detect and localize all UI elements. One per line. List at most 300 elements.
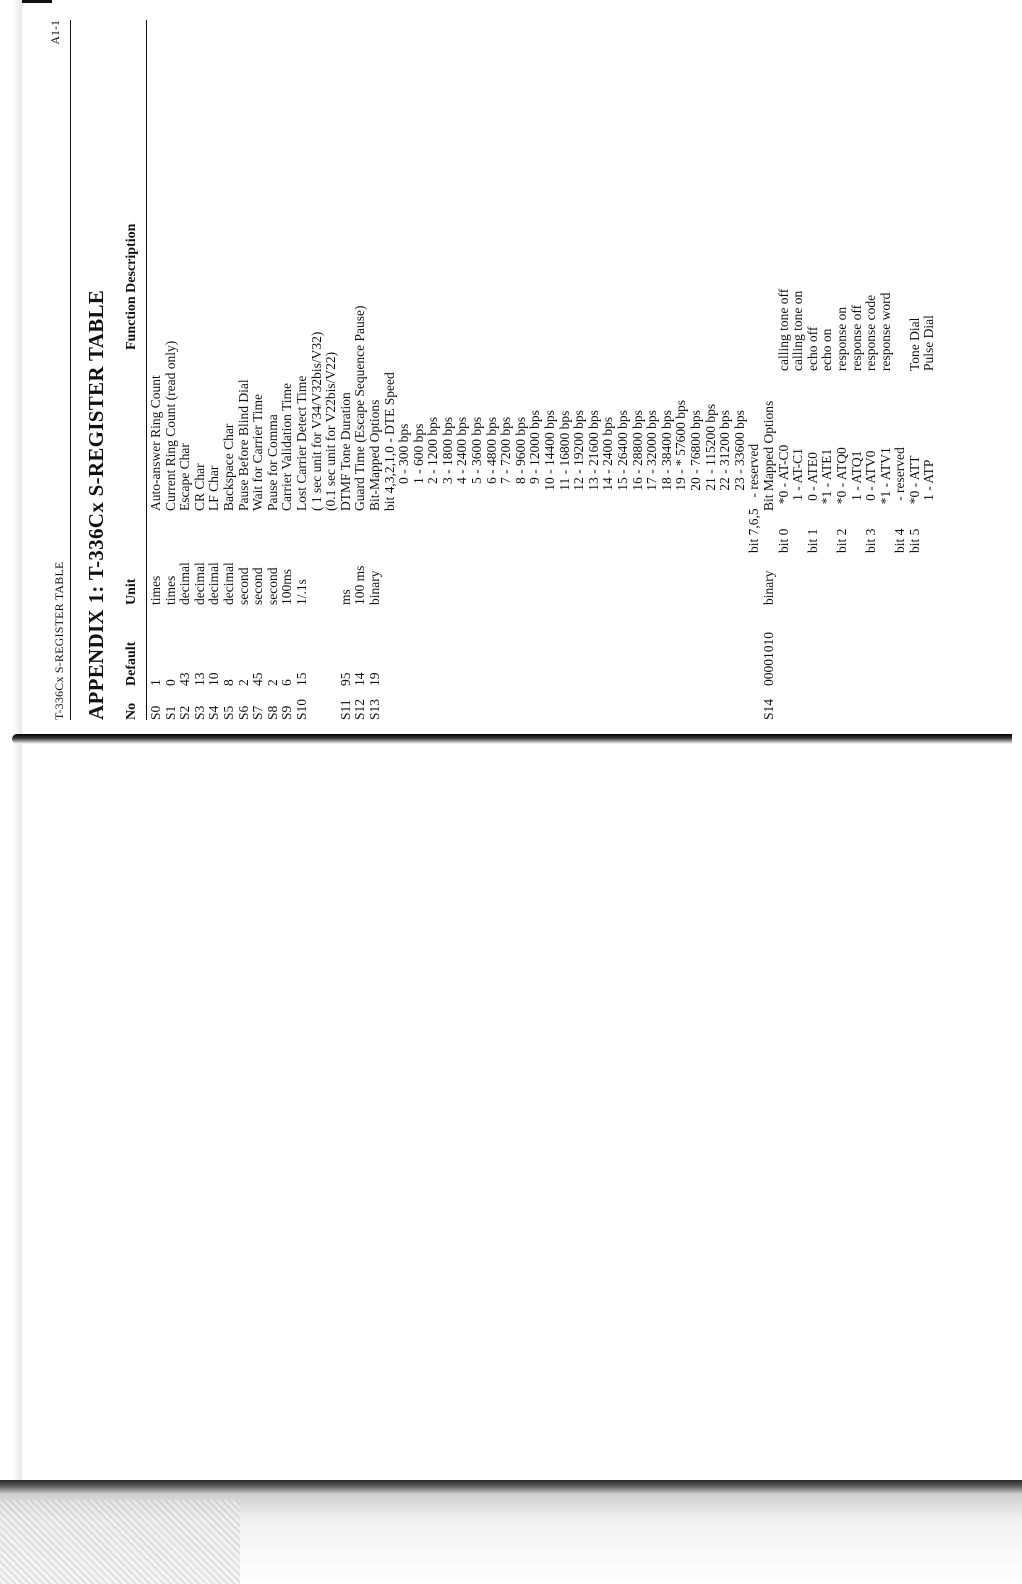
function-description: 0 - 300 bps xyxy=(396,423,412,511)
unit xyxy=(879,553,894,605)
table-row xyxy=(601,20,616,720)
unit: decimal xyxy=(220,562,236,605)
bit-label xyxy=(704,511,719,553)
register-number xyxy=(528,686,543,720)
table-row xyxy=(660,20,675,720)
table-row xyxy=(558,20,573,720)
default-value xyxy=(631,605,646,686)
function-description: 9 - 12000 bps xyxy=(527,410,543,511)
unit xyxy=(645,553,660,605)
function-description: *1 - ATE1 xyxy=(819,448,835,511)
table-row xyxy=(689,20,704,720)
description-note: response word xyxy=(877,292,893,371)
unit: decimal xyxy=(206,562,222,605)
bit-label xyxy=(149,511,164,553)
table-row xyxy=(587,20,602,720)
bit-label xyxy=(718,511,733,553)
default-value: 43 xyxy=(177,672,193,686)
default-value xyxy=(514,605,529,686)
register-number xyxy=(879,686,894,720)
unit xyxy=(660,553,675,605)
register-number: S9 xyxy=(279,705,295,720)
register-number: S8 xyxy=(264,705,280,720)
unit: decimal xyxy=(177,562,193,605)
table-row xyxy=(514,20,529,720)
function-description: 0 - ATE0 xyxy=(804,452,820,511)
function-description: 19 - * 57600 bps xyxy=(673,400,689,511)
description-note: calling tone off xyxy=(775,288,791,371)
description-note: echo off xyxy=(804,326,820,371)
default-value: 00001010 xyxy=(760,632,776,686)
register-number xyxy=(674,686,689,720)
table-row xyxy=(383,20,398,720)
function-description: LF Char xyxy=(206,465,222,511)
column-header-no: No xyxy=(124,702,139,720)
function-description: 17 - 32000 bps xyxy=(644,410,660,511)
function-description: *1 - ATV1 xyxy=(877,447,893,511)
function-description: 22 - 31200 bps xyxy=(717,410,733,511)
default-value xyxy=(806,605,821,686)
unit: decimal xyxy=(191,562,207,605)
function-description: 18 - 38400 bps xyxy=(658,410,674,511)
default-value xyxy=(908,605,923,686)
table-row xyxy=(864,20,879,720)
bit-label xyxy=(660,511,675,553)
unit xyxy=(558,553,573,605)
table-row xyxy=(426,20,441,720)
unit xyxy=(922,553,937,605)
register-number xyxy=(324,686,339,720)
function-description: DTMF Tone Duration xyxy=(337,392,353,511)
unit xyxy=(864,553,879,605)
default-value: 45 xyxy=(250,672,266,686)
default-value xyxy=(820,605,835,686)
unit xyxy=(674,553,689,605)
table-row xyxy=(339,20,354,720)
default-value: 6 xyxy=(279,679,295,686)
function-description: Carrier Validation Time xyxy=(279,383,295,511)
default-value xyxy=(777,605,792,686)
function-description: 21 - 115200 bps xyxy=(702,403,718,511)
register-number: S14 xyxy=(760,698,776,720)
table-row xyxy=(397,20,412,720)
register-number: S1 xyxy=(162,705,178,720)
unit xyxy=(704,553,719,605)
unit xyxy=(441,553,456,605)
bit-label xyxy=(397,511,412,553)
default-value xyxy=(660,605,675,686)
bit-label xyxy=(368,511,383,553)
bit-label xyxy=(412,511,427,553)
register-number xyxy=(733,686,748,720)
table-row xyxy=(922,20,937,720)
default-value xyxy=(879,605,894,686)
function-description: 10 - 14400 bps xyxy=(542,410,558,511)
register-number xyxy=(835,686,850,720)
register-number xyxy=(908,686,923,720)
bit-label xyxy=(353,511,368,553)
register-number: S7 xyxy=(250,705,266,720)
function-description: 14 - 2400 bps xyxy=(600,416,616,511)
unit: second xyxy=(235,567,251,605)
register-number xyxy=(543,686,558,720)
unit xyxy=(426,553,441,605)
function-description: 13 - 21600 bps xyxy=(585,410,601,511)
register-number xyxy=(470,686,485,720)
register-number xyxy=(820,686,835,720)
register-number xyxy=(572,686,587,720)
default-value xyxy=(674,605,689,686)
default-value xyxy=(397,605,412,686)
bit-label xyxy=(280,511,295,553)
bit-label xyxy=(922,511,937,553)
default-value xyxy=(864,605,879,686)
unit xyxy=(733,553,748,605)
unit xyxy=(455,553,470,605)
table-row xyxy=(207,20,222,720)
register-number xyxy=(631,686,646,720)
bit-label xyxy=(543,511,558,553)
default-value xyxy=(383,605,398,686)
function-description: 4 - 2400 bps xyxy=(454,416,470,511)
register-number xyxy=(645,686,660,720)
unit xyxy=(616,553,631,605)
table-row xyxy=(353,20,368,720)
table-row xyxy=(645,20,660,720)
default-value xyxy=(645,605,660,686)
table-row xyxy=(908,20,923,720)
table-row xyxy=(893,20,908,720)
default-value xyxy=(704,605,719,686)
description-note: calling tone on xyxy=(790,290,806,371)
register-number: S13 xyxy=(366,698,382,720)
unit xyxy=(485,553,500,605)
register-number xyxy=(558,686,573,720)
bit-label xyxy=(762,511,777,553)
function-description: Bit-Mapped Options xyxy=(366,399,382,511)
register-number xyxy=(850,686,865,720)
register-number xyxy=(499,686,514,720)
unit xyxy=(514,553,529,605)
function-description: 3 - 1800 bps xyxy=(439,416,455,511)
function-description: 6 - 4800 bps xyxy=(483,416,499,511)
function-description: Auto-answer Ring Count xyxy=(148,375,163,511)
table-row xyxy=(164,20,179,720)
description-note: response code xyxy=(863,294,879,371)
default-value xyxy=(310,605,325,686)
default-value xyxy=(485,605,500,686)
unit xyxy=(383,553,398,605)
function-description: 2 - 1200 bps xyxy=(425,416,441,511)
register-number xyxy=(485,686,500,720)
unit: ms xyxy=(337,589,353,605)
table-row xyxy=(850,20,865,720)
unit xyxy=(777,553,792,605)
register-number xyxy=(747,686,762,720)
table-row xyxy=(455,20,470,720)
function-description: CR Char xyxy=(191,463,207,511)
bit-label xyxy=(455,511,470,553)
unit xyxy=(528,553,543,605)
bit-label xyxy=(207,511,222,553)
register-number xyxy=(718,686,733,720)
bit-label xyxy=(485,511,500,553)
function-description: 0 - ATV0 xyxy=(863,450,879,511)
default-value xyxy=(616,605,631,686)
function-description: (0.1 sec unit for V22bis/V22) xyxy=(323,351,339,511)
register-number xyxy=(791,686,806,720)
unit xyxy=(572,553,587,605)
table-row xyxy=(820,20,835,720)
function-description: 15 - 26400 bps xyxy=(615,410,630,511)
register-number xyxy=(587,686,602,720)
register-number xyxy=(441,686,456,720)
register-number xyxy=(864,686,879,720)
bit-label xyxy=(879,511,894,553)
function-description: 16 - 28800 bps xyxy=(629,410,645,511)
register-number xyxy=(689,686,704,720)
unit: second xyxy=(250,567,266,605)
register-number xyxy=(777,686,792,720)
description-note: Pulse Dial xyxy=(921,315,937,371)
function-description: - reserved xyxy=(892,447,908,511)
running-head: T-336Cx S-REGISTER TABLE xyxy=(52,561,66,720)
bit-label xyxy=(324,511,339,553)
table-row xyxy=(791,20,806,720)
unit: binary xyxy=(760,570,776,605)
table-row xyxy=(178,20,193,720)
register-number: S11 xyxy=(337,699,353,720)
register-number: S0 xyxy=(148,705,163,720)
table-header-rule xyxy=(146,20,147,720)
default-value xyxy=(850,605,865,686)
bit-label: bit 5 xyxy=(906,528,922,553)
unit xyxy=(631,553,646,605)
table-row xyxy=(266,20,281,720)
function-description: 5 - 3600 bps xyxy=(469,416,485,511)
register-number xyxy=(616,686,631,720)
default-value: 0 xyxy=(162,679,178,686)
bit-label xyxy=(528,511,543,553)
default-value: 10 xyxy=(206,672,222,686)
function-description: 23 - 33600 bps xyxy=(731,410,747,511)
bit-label xyxy=(645,511,660,553)
unit xyxy=(718,553,733,605)
bit-label xyxy=(631,511,646,553)
function-description: Guard Time (Escape Sequence Pause) xyxy=(352,305,368,511)
register-number xyxy=(383,686,398,720)
default-value: 2 xyxy=(264,679,280,686)
function-description: Lost Carrier Detect Time xyxy=(293,375,309,511)
unit xyxy=(689,553,704,605)
column-header-unit: Unit xyxy=(124,578,139,605)
unit xyxy=(850,553,865,605)
unit: second xyxy=(264,567,280,605)
bit-label: bit 3 xyxy=(863,528,879,553)
bit-label xyxy=(470,511,485,553)
bit-label: bit 4 xyxy=(892,528,908,553)
register-number: S4 xyxy=(206,705,222,720)
table-row xyxy=(733,20,748,720)
register-number xyxy=(704,686,719,720)
table-row xyxy=(762,20,777,720)
default-value xyxy=(587,605,602,686)
default-value xyxy=(718,605,733,686)
unit xyxy=(412,553,427,605)
table-row xyxy=(485,20,500,720)
function-description: Wait for Carrier Time xyxy=(250,393,266,511)
page-number: A1-1 xyxy=(48,20,62,45)
bit-label xyxy=(689,511,704,553)
default-value: 13 xyxy=(191,672,207,686)
default-value: 8 xyxy=(220,679,236,686)
bit-label xyxy=(499,511,514,553)
function-description: ( 1 sec unit for V34/V32bis/V32) xyxy=(308,331,324,511)
unit xyxy=(893,553,908,605)
unit: times xyxy=(148,575,163,605)
default-value: 15 xyxy=(293,672,309,686)
column-header-function: Function Description xyxy=(124,223,139,350)
function-description: *0 - ATT xyxy=(906,455,922,511)
bit-label xyxy=(295,511,310,553)
register-number: S6 xyxy=(235,705,251,720)
default-value xyxy=(733,605,748,686)
table-row xyxy=(879,20,894,720)
bit-label xyxy=(426,511,441,553)
default-value xyxy=(922,605,937,686)
bit-label xyxy=(237,511,252,553)
unit xyxy=(791,553,806,605)
bit-label: bit 0 xyxy=(775,528,791,553)
register-number xyxy=(893,686,908,720)
register-number: S2 xyxy=(177,705,193,720)
unit: binary xyxy=(366,570,382,605)
function-description: *0 - ATQ0 xyxy=(833,447,849,511)
unit xyxy=(806,553,821,605)
table-row xyxy=(193,20,208,720)
scan-noise xyxy=(0,1500,240,1584)
default-value xyxy=(835,605,850,686)
unit xyxy=(543,553,558,605)
default-value xyxy=(470,605,485,686)
scan-page-edge xyxy=(0,0,22,1500)
bit-label: bit 2 xyxy=(833,528,849,553)
default-value: 19 xyxy=(366,672,382,686)
default-value xyxy=(572,605,587,686)
default-value xyxy=(893,605,908,686)
register-number xyxy=(455,686,470,720)
bit-label xyxy=(222,511,237,553)
default-value xyxy=(412,605,427,686)
function-description: 1 - ATQ1 xyxy=(848,450,864,511)
unit xyxy=(601,553,616,605)
table-row xyxy=(747,20,762,720)
table-row xyxy=(543,20,558,720)
default-value: 2 xyxy=(235,679,251,686)
function-description: Current Ring Count (read only) xyxy=(162,340,178,511)
default-value xyxy=(426,605,441,686)
unit: 100ms xyxy=(279,568,295,605)
unit xyxy=(324,553,339,605)
table-row xyxy=(499,20,514,720)
description-note: response on xyxy=(833,306,849,371)
unit xyxy=(820,553,835,605)
default-value xyxy=(543,605,558,686)
bit-label: bit 7,6,5 xyxy=(746,508,762,553)
unit: 100 ms xyxy=(352,565,368,605)
function-description: 1 - 600 bps xyxy=(410,423,426,511)
function-description: - reserved xyxy=(746,443,762,511)
register-number xyxy=(426,686,441,720)
function-description: Pause for Comma xyxy=(264,414,280,511)
description-note: Tone Dial xyxy=(906,317,922,371)
table-row xyxy=(806,20,821,720)
table-row xyxy=(310,20,325,720)
bit-label xyxy=(674,511,689,553)
register-number: S10 xyxy=(293,698,309,720)
function-description: 7 - 7200 bps xyxy=(498,416,514,511)
default-value: 1 xyxy=(148,679,163,686)
table-row xyxy=(222,20,237,720)
table-row xyxy=(149,20,164,720)
function-description: 8 - 9600 bps xyxy=(512,416,528,511)
table-row xyxy=(616,20,631,720)
register-number xyxy=(922,686,937,720)
table-row xyxy=(777,20,792,720)
unit xyxy=(397,553,412,605)
table-row xyxy=(631,20,646,720)
function-description: Pause Before Blind Dial xyxy=(235,379,251,511)
table-row xyxy=(572,20,587,720)
function-description: bit 4,3,2,1,0 - DTE Speed xyxy=(381,372,397,511)
function-description: 11 - 16800 bps xyxy=(556,410,572,511)
table-row xyxy=(280,20,295,720)
table-row xyxy=(412,20,427,720)
table-row xyxy=(704,20,719,720)
header-rule xyxy=(70,20,71,720)
bit-label xyxy=(310,511,325,553)
register-number xyxy=(806,686,821,720)
register-number xyxy=(514,686,529,720)
bit-label: bit 1 xyxy=(804,528,820,553)
unit xyxy=(747,553,762,605)
register-number xyxy=(601,686,616,720)
function-description: Escape Char xyxy=(177,443,193,511)
function-description: *0 - AT-C0 xyxy=(775,444,791,511)
default-value xyxy=(528,605,543,686)
function-description: 1 - ATP xyxy=(921,459,937,511)
bit-label xyxy=(820,511,835,553)
table-row xyxy=(528,20,543,720)
default-value xyxy=(499,605,514,686)
register-number xyxy=(412,686,427,720)
default-value: 14 xyxy=(352,672,368,686)
table-row xyxy=(237,20,252,720)
register-number: S5 xyxy=(220,705,236,720)
bit-label xyxy=(339,511,354,553)
register-table xyxy=(149,20,937,720)
default-value xyxy=(324,605,339,686)
default-value xyxy=(558,605,573,686)
table-row xyxy=(368,20,383,720)
table-row xyxy=(470,20,485,720)
description-note: response off xyxy=(848,304,864,371)
bit-label xyxy=(587,511,602,553)
bit-label xyxy=(193,511,208,553)
register-number xyxy=(397,686,412,720)
bit-label xyxy=(601,511,616,553)
unit xyxy=(470,553,485,605)
